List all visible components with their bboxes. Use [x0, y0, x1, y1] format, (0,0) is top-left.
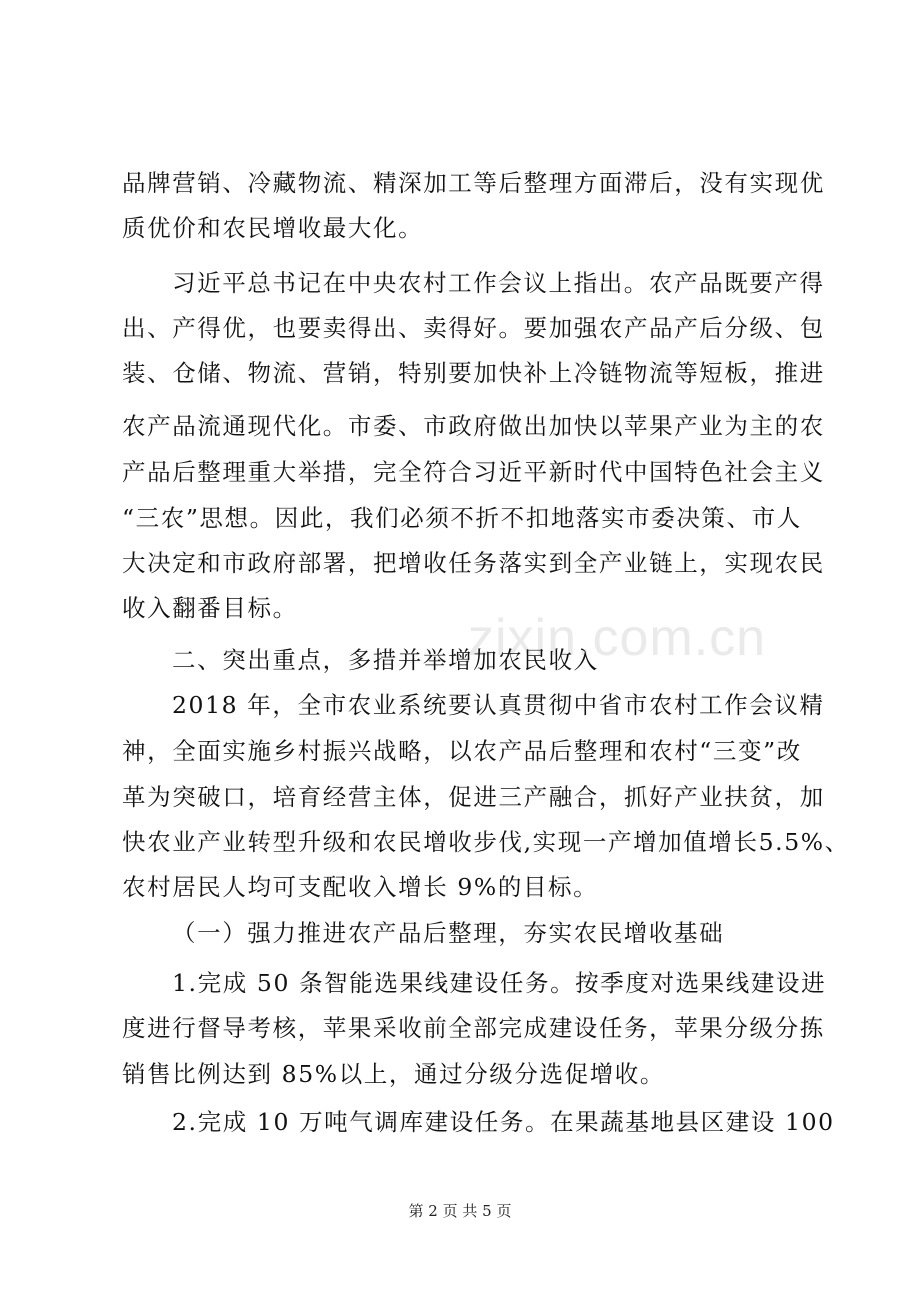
paragraph-line: 销售比例达到 85%以上，通过分级分选促增收。: [122, 1060, 666, 1088]
paragraph-line: 1.完成 50 条智能选果线建设任务。按季度对选果线建设进: [172, 969, 827, 997]
paragraph-line: 革为突破口，培育经营主体，促进三产融合，抓好产业扶贫，加: [122, 783, 825, 811]
paragraph-line: 快农业产业转型升级和农民增收步伐,实现一产增加值增长5.5%、: [122, 828, 850, 856]
paragraph-line: 度进行督导考核，苹果采收前全部完成建设任务，苹果分级分拣: [122, 1014, 825, 1042]
paragraph-line: 品牌营销、冷藏物流、精深加工等后整理方面滞后，没有实现优: [122, 169, 825, 197]
paragraph-line: 大决定和市政府部署，把增收任务落实到全产业链上，实现农民: [122, 549, 825, 577]
paragraph-line: 神，全面实施乡村振兴战略，以农产品后整理和农村“三变”改: [122, 737, 802, 765]
paragraph-line: “三农”思想。因此，我们必须不折不扣地落实市委决策、市人: [122, 504, 802, 532]
paragraph-line: 装、仓储、物流、营销，特别要加快补上冷链物流等短板，推进: [122, 359, 825, 387]
page-number-label: 第 2 页 共 5 页: [408, 1202, 512, 1220]
paragraph-line: 农产品流通现代化。市委、市政府做出加快以苹果产业为主的农: [122, 412, 825, 440]
paragraph-line: 产品后整理重大举措，完全符合习近平新时代中国特色社会主义: [122, 458, 825, 486]
paragraph-line: 2018 年，全市农业系统要认真贯彻中省市农村工作会议精: [172, 691, 825, 719]
paragraph-line: 农村居民人均可支配收入增长 9%的目标。: [122, 873, 599, 901]
subsection-heading: （一）强力推进农产品后整理，夯实农民增收基础: [172, 919, 725, 947]
paragraph-line: 出、产得优，也要卖得出、卖得好。要加强农产品产后分级、包: [122, 314, 825, 342]
section-heading: 二、突出重点，多措并举增加农民收入: [172, 646, 599, 674]
paragraph-line: 质优价和农民增收最大化。: [122, 214, 424, 242]
paragraph-line: 收入翻番目标。: [122, 594, 298, 622]
paragraph-line: 2.完成 10 万吨气调库建设任务。在果蔬基地县区建设 100: [172, 1108, 835, 1136]
page-footer: [0, 1200, 920, 1222]
watermark: zixin.com.cn: [468, 609, 767, 667]
paragraph-line: 习近平总书记在中央农村工作会议上指出。农产品既要产得: [172, 269, 825, 297]
